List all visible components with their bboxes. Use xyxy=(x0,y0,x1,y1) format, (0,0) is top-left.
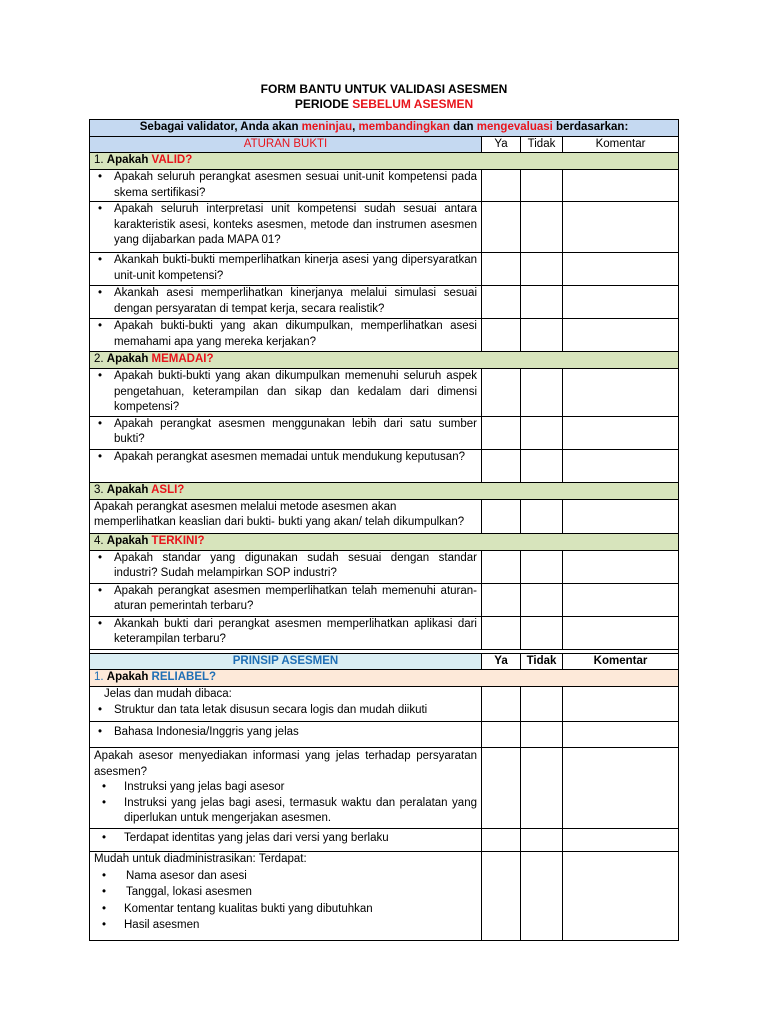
reliabel-row: Apakah asesor menyediakan informasi yang jelas terhadap persyaratan asesmen? • Instruksi yang jelas bagi asesor • Instruksi yang jelas bagi asesi, termasuk waktu dan peralatan yang diperlukan untuk mengerjakan asesmen. xyxy=(90,748,679,829)
section-terkini: 4. Apakah TERKINI? xyxy=(90,533,679,550)
checklist-row: • Apakah seluruh interpretasi unit kompetensi sudah sesuai antara karakteristik asesi, konteks asesmen, metode dan instrumen asesmen yang dijabarkan pada MAPA 01? xyxy=(90,202,679,253)
form-title: FORM BANTU UNTUK VALIDASI ASESMEN xyxy=(260,82,508,96)
komentar-field[interactable] xyxy=(563,286,679,319)
checklist-row: Apakah perangkat asesmen melalui metode asesmen akan memperlihatkan keaslian dari bukti- bukti yang akan/ telah dikumpulkan? xyxy=(90,499,679,533)
komentar-field[interactable] xyxy=(563,319,679,352)
section-valid: 1. Apakah VALID? xyxy=(90,153,679,170)
ya-checkbox[interactable] xyxy=(482,748,521,829)
komentar-field[interactable] xyxy=(563,369,679,417)
tidak-checkbox[interactable] xyxy=(521,319,563,352)
ya-checkbox[interactable] xyxy=(482,369,521,417)
ya-checkbox[interactable] xyxy=(482,687,521,722)
komentar-field[interactable] xyxy=(563,687,679,722)
tidak-checkbox[interactable] xyxy=(521,722,563,748)
tidak-checkbox[interactable] xyxy=(521,170,563,202)
ya-checkbox[interactable] xyxy=(482,202,521,253)
ya-checkbox[interactable] xyxy=(482,722,521,748)
ya-checkbox[interactable] xyxy=(482,286,521,319)
checklist-row: • Akankah bukti-bukti memperlihatkan kinerja asesi yang dipersyaratkan unit-unit kompetensi? xyxy=(90,253,679,286)
reliabel-row: Mudah untuk diadministrasikan: Terdapat: • Nama asesor dan asesi • Tanggal, lokasi asesmen • Komentar tentang kualitas bukti yang dibutuhkan • Hasil asesmen xyxy=(90,852,679,941)
tidak-checkbox[interactable] xyxy=(521,748,563,829)
komentar-field[interactable] xyxy=(563,829,679,852)
tidak-checkbox[interactable] xyxy=(521,286,563,319)
tidak-checkbox[interactable] xyxy=(521,369,563,417)
ya-checkbox[interactable] xyxy=(482,852,521,941)
checklist-row: • Apakah seluruh perangkat asesmen sesuai unit-unit kompetensi pada skema sertifikasi? xyxy=(90,170,679,202)
ya-checkbox[interactable] xyxy=(482,499,521,533)
tidak-checkbox[interactable] xyxy=(521,202,563,253)
ya-checkbox[interactable] xyxy=(482,253,521,286)
komentar-field[interactable] xyxy=(563,253,679,286)
komentar-field[interactable] xyxy=(563,170,679,202)
table1-header: ATURAN BUKTI Ya Tidak Komentar xyxy=(90,136,679,153)
reliabel-row: • Terdapat identitas yang jelas dari versi yang berlaku xyxy=(90,829,679,852)
table2-header: PRINSIP ASESMEN Ya Tidak Komentar xyxy=(90,653,679,670)
tidak-checkbox[interactable] xyxy=(521,416,563,449)
checklist-row: • Apakah perangkat asesmen memperlihatkan telah memenuhi aturan-aturan pemerintah terbaru? xyxy=(90,583,679,616)
intro-row: Sebagai validator, Anda akan meninjau, membandingkan dan mengevaluasi berdasarkan: xyxy=(90,120,679,137)
ya-checkbox[interactable] xyxy=(482,319,521,352)
ya-checkbox[interactable] xyxy=(482,829,521,852)
ya-checkbox[interactable] xyxy=(482,616,521,649)
komentar-field[interactable] xyxy=(563,852,679,941)
komentar-field[interactable] xyxy=(563,449,679,482)
section-memadai: 2. Apakah MEMADAI? xyxy=(90,352,679,369)
komentar-field[interactable] xyxy=(563,550,679,583)
ya-checkbox[interactable] xyxy=(482,449,521,482)
section-asli: 3. Apakah ASLI? xyxy=(90,482,679,499)
checklist-row: • Apakah standar yang digunakan sudah sesuai dengan standar industri? Sudah melampirkan SOP industri? xyxy=(90,550,679,583)
komentar-field[interactable] xyxy=(563,748,679,829)
ya-checkbox[interactable] xyxy=(482,170,521,202)
checklist-row: • Akankah bukti dari perangkat asesmen memperlihatkan aplikasi dari keterampilan terbaru? xyxy=(90,616,679,649)
validation-form-table xyxy=(89,119,679,941)
tidak-checkbox[interactable] xyxy=(521,687,563,722)
reliabel-row: Jelas dan mudah dibaca: • Struktur dan tata letak disusun secara logis dan mudah diikuti xyxy=(90,687,679,722)
komentar-field[interactable] xyxy=(563,202,679,253)
tidak-checkbox[interactable] xyxy=(521,852,563,941)
tidak-checkbox[interactable] xyxy=(521,616,563,649)
checklist-row: • Apakah perangkat asesmen menggunakan lebih dari satu sumber bukti? xyxy=(90,416,679,449)
reliabel-row: • Bahasa Indonesia/Inggris yang jelas xyxy=(90,722,679,748)
checklist-row: • Apakah perangkat asesmen memadai untuk mendukung keputusan? xyxy=(90,449,679,482)
tidak-checkbox[interactable] xyxy=(521,253,563,286)
tidak-checkbox[interactable] xyxy=(521,583,563,616)
tidak-checkbox[interactable] xyxy=(521,550,563,583)
komentar-field[interactable] xyxy=(563,499,679,533)
komentar-field[interactable] xyxy=(563,416,679,449)
section-reliabel: 1. Apakah RELIABEL? xyxy=(90,670,679,687)
checklist-row: • Apakah bukti-bukti yang akan dikumpulkan, memperlihatkan asesi memahami apa yang mereka kerjakan? xyxy=(90,319,679,352)
tidak-checkbox[interactable] xyxy=(521,499,563,533)
tidak-checkbox[interactable] xyxy=(521,829,563,852)
checklist-row: • Apakah bukti-bukti yang akan dikumpulkan memenuhi seluruh aspek pengetahuan, keterampilan dan sikap dan kedalam dari dimensi kompetensi? xyxy=(90,369,679,417)
ya-checkbox[interactable] xyxy=(482,550,521,583)
ya-checkbox[interactable] xyxy=(482,416,521,449)
tidak-checkbox[interactable] xyxy=(521,449,563,482)
komentar-field[interactable] xyxy=(563,722,679,748)
form-subtitle: PERIODE SEBELUM ASESMEN xyxy=(294,97,474,111)
checklist-row: • Akankah asesi memperlihatkan kinerjanya melalui simulasi sesuai dengan persyaratan di tempat kerja, secara realistik? xyxy=(90,286,679,319)
komentar-field[interactable] xyxy=(563,616,679,649)
komentar-field[interactable] xyxy=(563,583,679,616)
ya-checkbox[interactable] xyxy=(482,583,521,616)
